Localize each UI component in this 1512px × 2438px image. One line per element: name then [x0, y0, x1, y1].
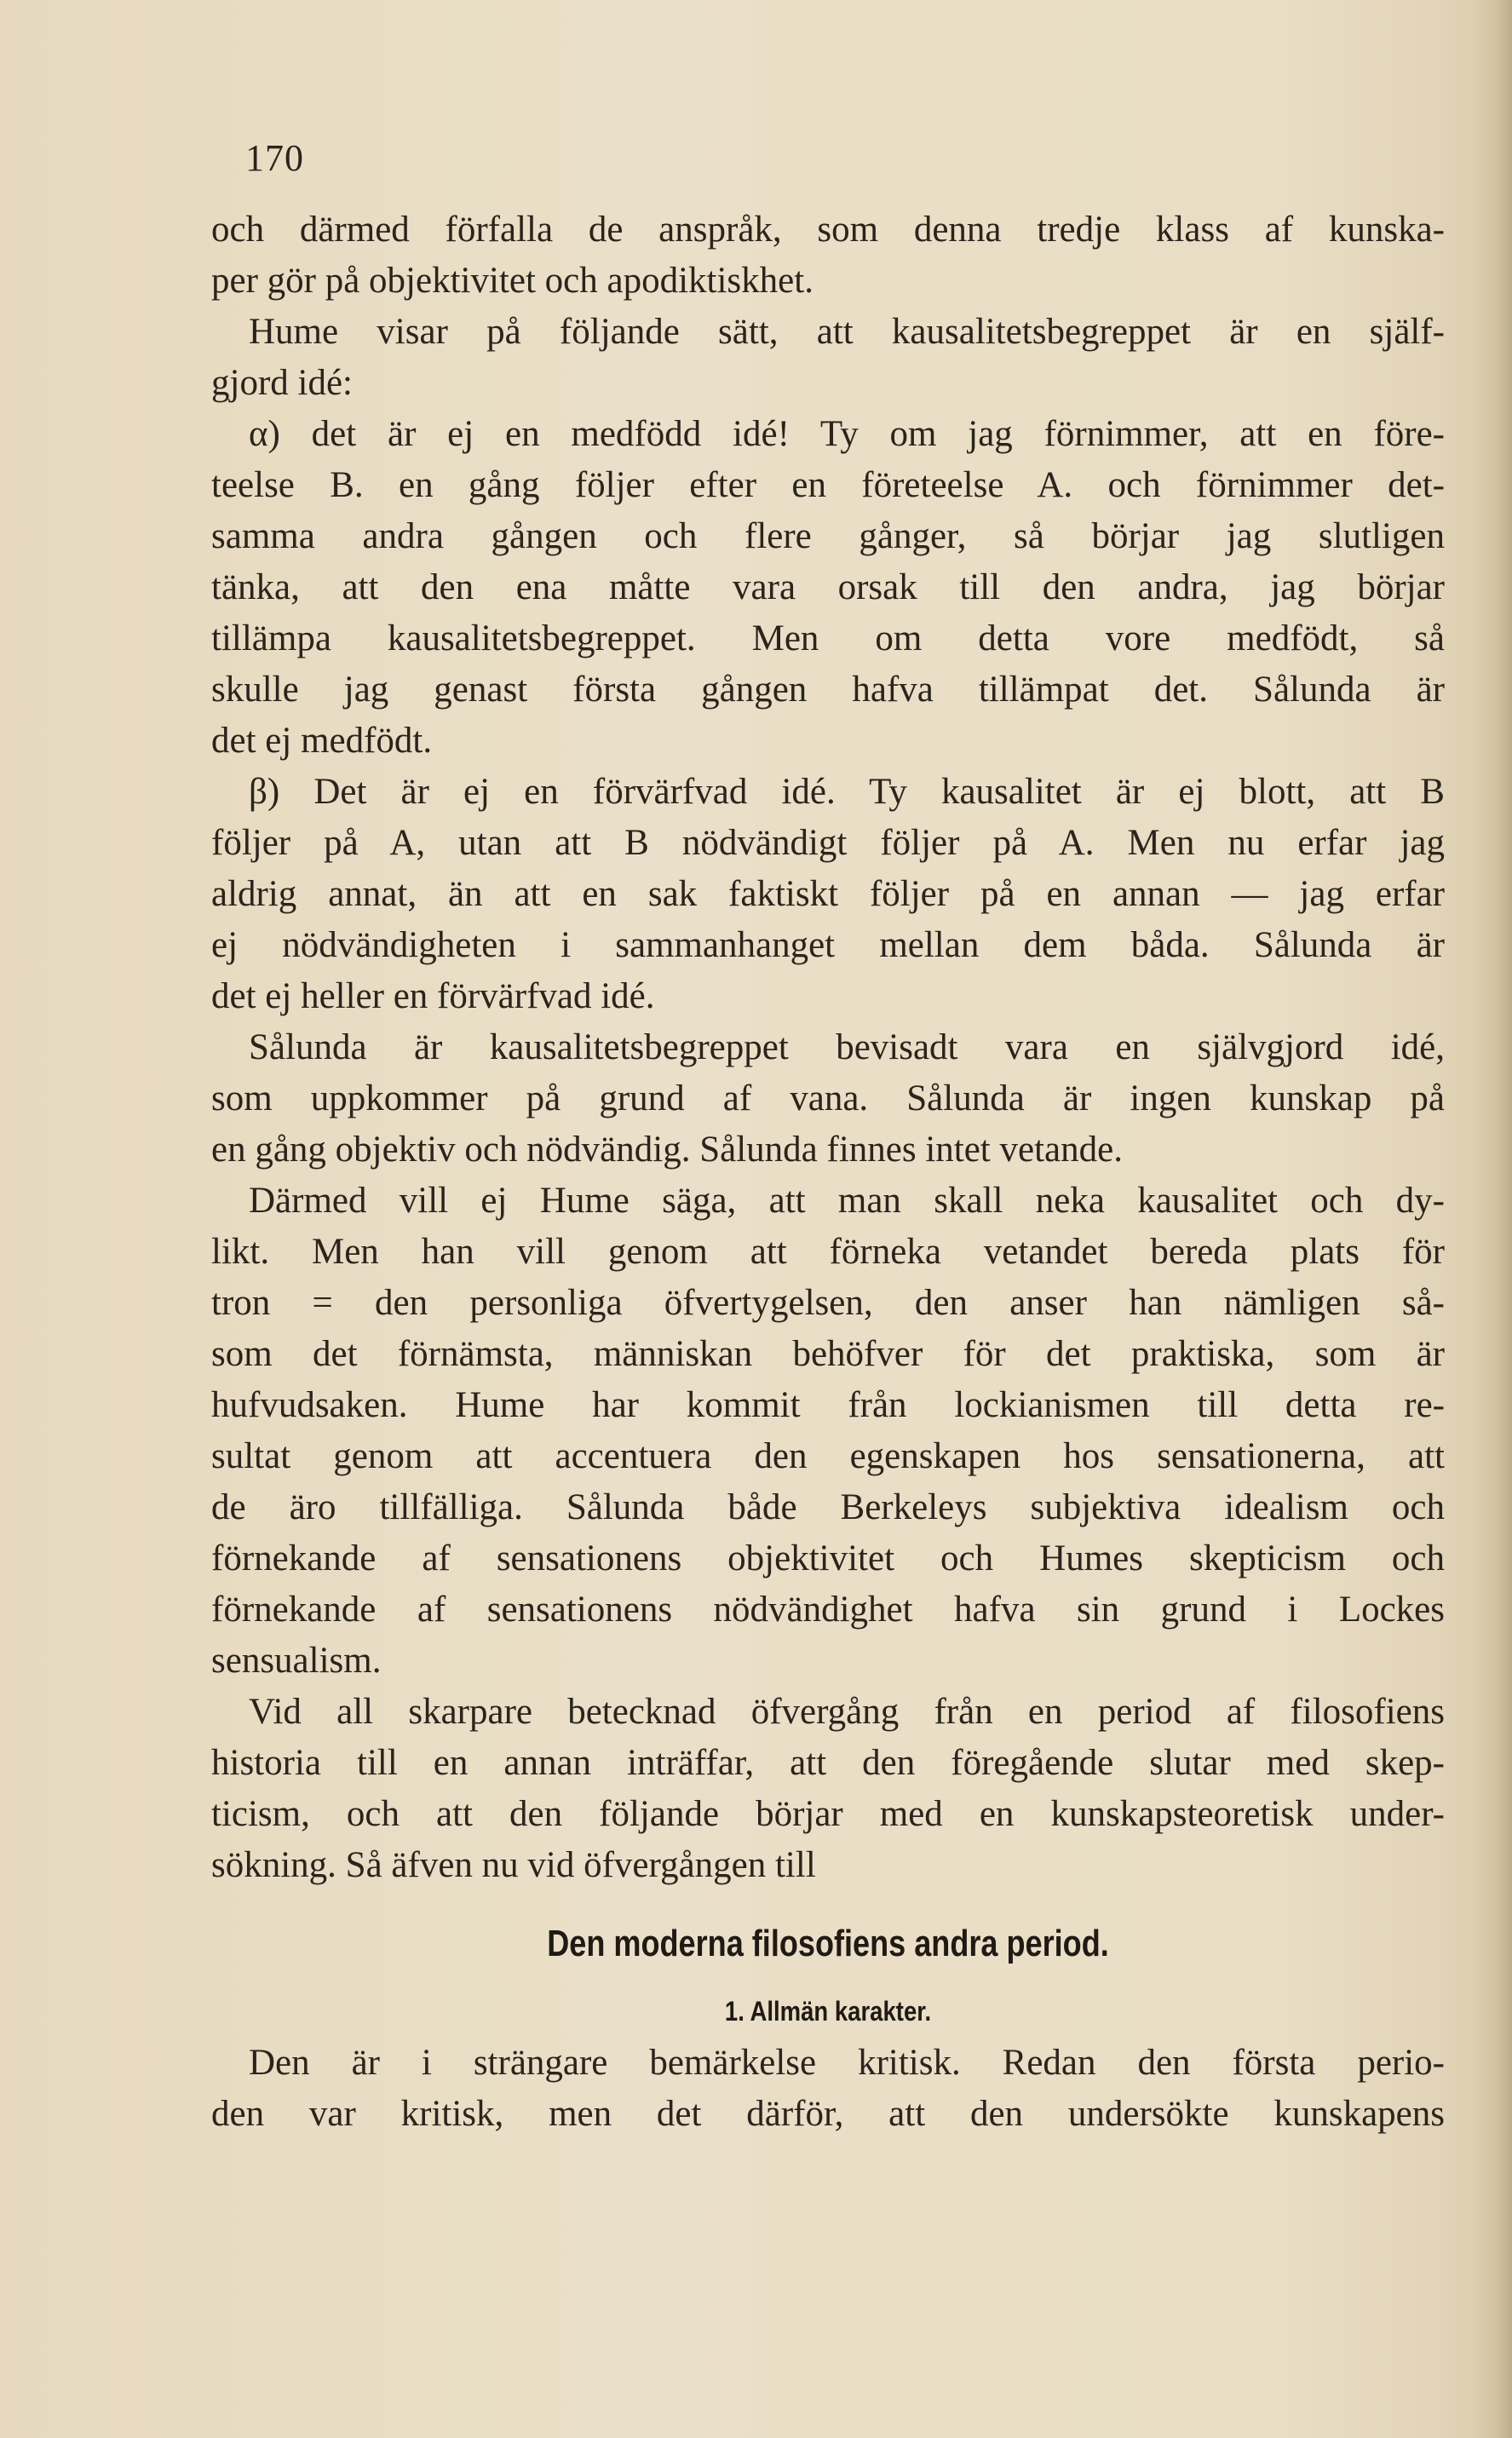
text-line: förnekande af sensationens objektivitet och Humes skepticism och: [211, 1538, 1445, 1578]
text-line: sensualism.: [211, 1641, 382, 1681]
text-line: som det förnämsta, människan behöfver för det praktiska, som är: [211, 1334, 1445, 1374]
text-line: sultat genom att accentuera den egenskapen hos sensationerna, att: [211, 1436, 1445, 1476]
text-line: de äro tillfälliga. Sålunda både Berkeleys subjektiva idealism och: [211, 1487, 1445, 1527]
text-line: tänka, att den ena måtte vara orsak till den andra, jag börjar: [211, 567, 1445, 607]
text-line: gjord idé:: [211, 363, 353, 403]
text-line: samma andra gången och flere gånger, så börjar jag slutligen: [211, 516, 1445, 556]
section-subheading: 1. Allmän karakter.: [724, 1996, 932, 2027]
text-line: hufvudsaken. Hume har kommit från lockianismen till detta re-: [211, 1385, 1445, 1425]
text-line: skulle jag genast första gången hafva tillämpat det. Sålunda är: [211, 670, 1445, 710]
text-line: β) Det är ej en förvärfvad idé. Ty kausalitet är ej blott, att B: [249, 772, 1445, 812]
text-line: följer på A, utan att B nödvändigt följer på A. Men nu erfar jag: [211, 823, 1445, 863]
text-line: tron = den personliga öfvertygelsen, den anser han nämligen så-: [211, 1283, 1445, 1323]
page-edge-shadow: [1475, 0, 1512, 2438]
text-line: som uppkommer på grund af vana. Sålunda är ingen kunskap på: [211, 1078, 1445, 1118]
text-line: en gång objektiv och nödvändig. Sålunda finnes intet vetande.: [211, 1130, 1123, 1170]
text-line: det ej medfödt.: [211, 721, 433, 761]
text-line: tillämpa kausalitetsbegreppet. Men om detta vore medfödt, så: [211, 618, 1445, 658]
text-line: teelse B. en gång följer efter en företeelse A. och förnimmer det-: [211, 465, 1445, 505]
page-number: 170: [245, 137, 304, 179]
text-line: per gör på objektivitet och apodiktiskhet.: [211, 261, 813, 301]
text-line: likt. Men han vill genom att förneka vetandet bereda plats för: [211, 1232, 1445, 1272]
text-line: och därmed förfalla de anspråk, som denna tredje klass af kunska-: [211, 210, 1445, 250]
text-line: förnekande af sensationens nödvändighet hafva sin grund i Lockes: [211, 1590, 1445, 1630]
text-line: α) det är ej en medfödd idé! Ty om jag förnimmer, att en före-: [249, 414, 1445, 454]
text-block: [211, 204, 1445, 2140]
text-line: den var kritisk, men det därför, att den undersökte kunskapens: [211, 2094, 1445, 2134]
section-heading: Den moderna filosofiens andra period.: [547, 1923, 1109, 1964]
text-line: det ej heller en förvärfvad idé.: [211, 976, 655, 1016]
text-line: ej nödvändigheten i sammanhanget mellan dem båda. Sålunda är: [211, 925, 1445, 965]
text-line: ticism, och att den följande börjar med en kunskapsteoretisk under-: [211, 1794, 1445, 1834]
text-line: Hume visar på följande sätt, att kausalitetsbegreppet är en själf-: [249, 312, 1445, 352]
text-line: Den är i strängare bemärkelse kritisk. Redan den första perio-: [249, 2043, 1445, 2083]
text-line: aldrig annat, än att en sak faktiskt följer på en annan — jag erfar: [211, 874, 1445, 914]
text-line: Sålunda är kausalitetsbegreppet bevisadt vara en självgjord idé,: [249, 1027, 1445, 1067]
text-line: Därmed vill ej Hume säga, att man skall neka kausalitet och dy-: [249, 1181, 1445, 1221]
text-line: historia till en annan inträffar, att den föregående slutar med skep-: [211, 1743, 1445, 1783]
text-line: Vid all skarpare betecknad öfvergång från en period af filosofiens: [249, 1692, 1445, 1732]
text-line: sökning. Så äfven nu vid öfvergången till: [211, 1845, 816, 1885]
